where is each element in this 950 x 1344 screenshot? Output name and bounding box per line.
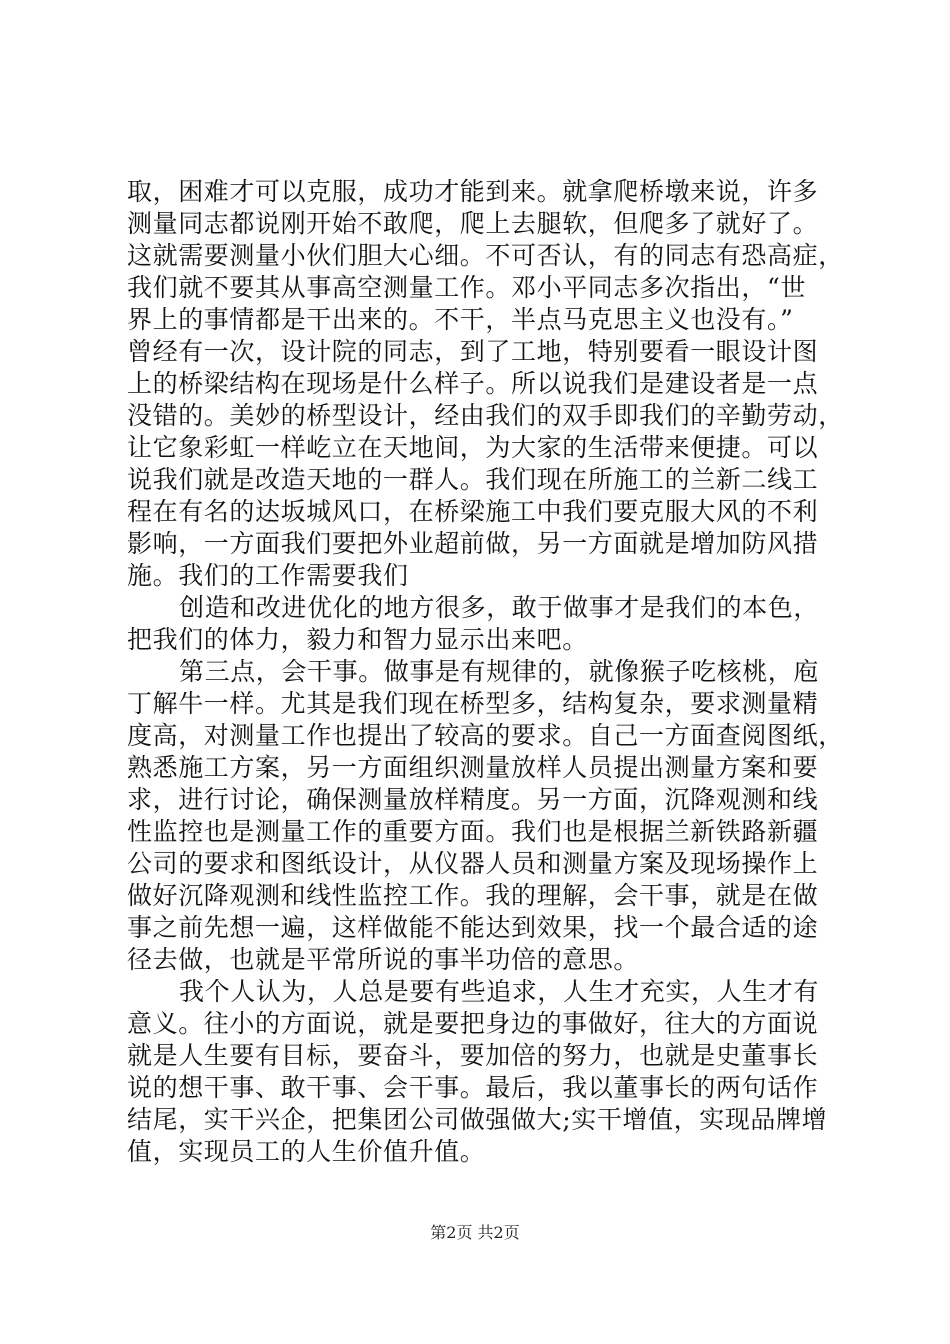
text-line: 程在有名的达坂城风口，在桥梁施工中我们要克服大风的不利 — [127, 497, 819, 526]
text-line: 径去做，也就是平常所说的事半功倍的意思。 — [127, 945, 640, 974]
text-line: 说的想干事、敢干事、会干事。最后，我以董事长的两句话作 — [127, 1073, 819, 1102]
text-line: 公司的要求和图纸设计，从仪器人员和测量方案及现场操作上 — [127, 849, 819, 878]
text-line: 界上的事情都是干出来的。不干，半点马克思主义也没有。” — [127, 305, 794, 334]
text-line: 就是人生要有目标，要奋斗，要加倍的努力，也就是史董事长 — [127, 1041, 819, 1070]
text-line: 把我们的体力，毅力和智力显示出来吧。 — [127, 625, 588, 654]
text-line: 事之前先想一遍，这样做能不能达到效果，找一个最合适的途 — [127, 913, 819, 942]
text-line: 性监控也是测量工作的重要方面。我们也是根据兰新铁路新疆 — [127, 817, 819, 846]
text-line: 熟悉施工方案，另一方面组织测量放样人员提出测量方案和要 — [127, 753, 819, 782]
text-line: 曾经有一次，设计院的同志，到了工地，特别要看一眼设计图 — [127, 337, 819, 366]
text-line: 施。我们的工作需要我们 — [127, 561, 409, 590]
text-line: 值，实现员工的人生价值升值。 — [127, 1137, 486, 1166]
text-line: 这就需要测量小伙们胆大心细。不可否认，有的同志有恐高症， — [127, 241, 844, 270]
text-line: 我个人认为，人总是要有些追求，人生才充实，人生才有 — [179, 977, 820, 1006]
text-line: 取，困难才可以克服，成功才能到来。就拿爬桥墩来说，许多 — [127, 177, 819, 206]
text-line: 求，进行讨论，确保测量放样精度。另一方面，沉降观测和线 — [127, 785, 819, 814]
text-line: 上的桥梁结构在现场是什么样子。所以说我们是建设者是一点 — [127, 369, 819, 398]
page-number-footer: 第2页 共2页 — [430, 1223, 520, 1242]
text-line: 度高，对测量工作也提出了较高的要求。自己一方面查阅图纸， — [127, 721, 844, 750]
text-line: 让它象彩虹一样屹立在天地间，为大家的生活带来便捷。可以 — [127, 433, 819, 462]
text-line: 结尾，实干兴企，把集团公司做强做大;实干增值，实现品牌增 — [127, 1105, 828, 1134]
text-line: 测量同志都说刚开始不敢爬，爬上去腿软，但爬多了就好了。 — [127, 209, 819, 238]
text-line: 创造和改进优化的地方很多，敢于做事才是我们的本色， — [179, 593, 820, 622]
text-line: 第三点，会干事。做事是有规律的，就像猴子吃核桃，庖 — [179, 657, 820, 686]
text-line: 意义。往小的方面说，就是要把身边的事做好，往大的方面说 — [127, 1009, 819, 1038]
text-line: 我们就不要其从事高空测量工作。邓小平同志多次指出，“世 — [127, 273, 806, 302]
text-line: 丁解牛一样。尤其是我们现在桥型多，结构复杂，要求测量精 — [127, 689, 819, 718]
text-line: 影响，一方面我们要把外业超前做，另一方面就是增加防风措 — [127, 529, 819, 558]
text-line: 说我们就是改造天地的一群人。我们现在所施工的兰新二线工 — [127, 465, 819, 494]
text-line: 没错的。美妙的桥型设计，经由我们的双手即我们的辛勤劳动， — [127, 401, 844, 430]
text-line: 做好沉降观测和线性监控工作。我的理解，会干事，就是在做 — [127, 881, 819, 910]
